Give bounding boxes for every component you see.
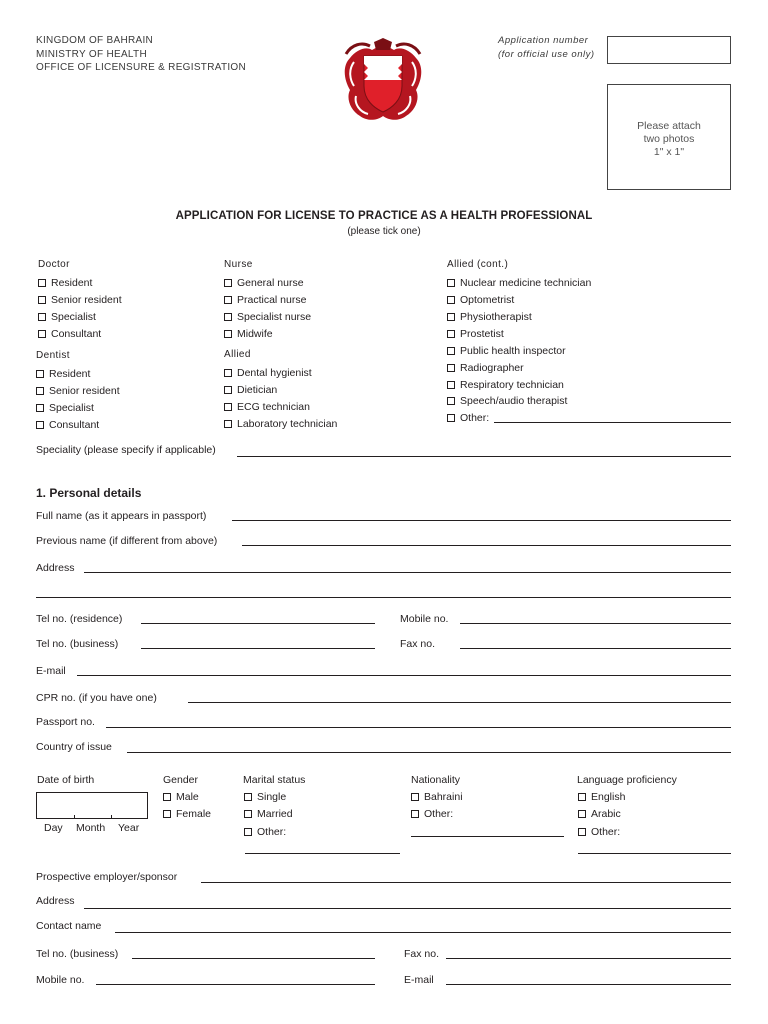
employer-fax-field[interactable] <box>446 958 731 959</box>
option-dentist-resident[interactable] <box>36 367 90 380</box>
option-label: Female <box>176 807 212 820</box>
option-allied-other[interactable] <box>447 411 489 424</box>
option-label: Arabic <box>591 807 621 820</box>
option-dentist-senior-resident[interactable] <box>36 384 120 397</box>
country-of-issue-label: Country of issue <box>36 741 112 753</box>
option-allied-optometrist[interactable] <box>447 293 514 306</box>
language-other[interactable] <box>578 825 620 838</box>
option-allied-laboratory-technician[interactable] <box>224 417 337 430</box>
option-allied-physiotherapist[interactable] <box>447 310 532 323</box>
checkbox[interactable] <box>578 828 586 836</box>
option-label: Resident <box>51 276 93 289</box>
checkbox[interactable] <box>38 279 46 287</box>
option-label: Practical nurse <box>237 293 307 306</box>
checkbox[interactable] <box>578 793 586 801</box>
checkbox[interactable] <box>38 296 46 304</box>
option-label: Senior resident <box>51 293 122 306</box>
checkbox[interactable] <box>244 828 252 836</box>
option-label: Physiotherapist <box>460 310 532 323</box>
option-doctor-senior-resident[interactable] <box>38 293 122 306</box>
employer-mobile-label: Mobile no. <box>36 974 85 986</box>
checkbox[interactable] <box>163 810 171 818</box>
option-label: Prostetist <box>460 327 504 340</box>
option-allied-dietician[interactable] <box>224 383 277 396</box>
dob-day-label: Day <box>44 822 63 834</box>
option-allied-prostetist[interactable] <box>447 327 504 340</box>
category-heading-allied-cont: Allied (cont.) <box>447 259 509 270</box>
fax-label: Fax no. <box>400 638 436 650</box>
employer-address-field[interactable] <box>84 908 731 909</box>
checkbox[interactable] <box>224 420 232 428</box>
option-label: Laboratory technician <box>237 417 338 430</box>
option-label: Nuclear medicine technician <box>460 276 592 289</box>
photo-instruction-2: two photos <box>643 133 695 145</box>
option-label: Married <box>257 807 293 820</box>
language-arabic[interactable] <box>578 807 621 820</box>
checkbox[interactable] <box>447 313 455 321</box>
checkbox[interactable] <box>224 369 232 377</box>
option-label: Specialist <box>51 310 96 323</box>
option-label: General nurse <box>237 276 304 289</box>
address-field-2[interactable] <box>36 597 731 598</box>
option-label: Respiratory technician <box>460 378 564 391</box>
employer-email-label: E-mail <box>404 974 434 986</box>
passport-field[interactable] <box>106 727 731 728</box>
full-name-label: Full name (as it appears in passport) <box>36 510 207 522</box>
option-dentist-specialist[interactable] <box>36 401 94 414</box>
cpr-label: CPR no. (if you have one) <box>36 692 157 704</box>
language-english[interactable] <box>578 790 625 803</box>
application-number-field[interactable] <box>607 36 731 64</box>
checkbox[interactable] <box>447 347 455 355</box>
option-label: Other: <box>257 825 287 838</box>
checkbox[interactable] <box>224 330 232 338</box>
speciality-field[interactable] <box>237 456 731 457</box>
option-label: Single <box>257 790 287 803</box>
marital-status-label: Marital status <box>243 774 306 786</box>
email-field[interactable] <box>77 675 731 676</box>
language-other-field[interactable] <box>578 853 731 854</box>
checkbox[interactable] <box>38 313 46 321</box>
checkbox[interactable] <box>36 370 44 378</box>
tel-business-field[interactable] <box>141 648 375 649</box>
option-label: ECG technician <box>237 400 310 413</box>
employer-address-label: Address <box>36 895 75 907</box>
option-label: Other: <box>424 807 454 820</box>
address-field-1[interactable] <box>84 572 731 573</box>
address-label: Address <box>36 562 75 574</box>
checkbox[interactable] <box>447 330 455 338</box>
speciality-label: Speciality (please specify if applicable) <box>36 444 216 456</box>
option-label: Radiographer <box>460 361 524 374</box>
employer-tel-business-label: Tel no. (business) <box>36 948 119 960</box>
option-doctor-specialist[interactable] <box>38 310 96 323</box>
section-title-personal-details: 1. Personal details <box>36 486 142 500</box>
dob-year-label: Year <box>118 822 140 834</box>
form-title: APPLICATION FOR LICENSE TO PRACTICE AS A HEALTH PROFESSIONAL <box>175 210 593 222</box>
employer-email-field[interactable] <box>446 984 731 985</box>
option-label: Consultant <box>51 327 102 340</box>
application-number-note: (for official use only) <box>498 49 595 60</box>
dob-divider <box>111 815 112 819</box>
option-allied-nuclear-medicine[interactable] <box>447 276 591 289</box>
org-line-office: OFFICE OF LICENSURE & REGISTRATION <box>36 62 247 73</box>
checkbox[interactable] <box>411 810 419 818</box>
allied-other-field[interactable] <box>494 422 731 423</box>
marital-married[interactable] <box>244 807 293 820</box>
option-allied-radiographer[interactable] <box>447 361 524 374</box>
dob-label: Date of birth <box>37 774 95 786</box>
option-nurse-general[interactable] <box>224 276 304 289</box>
bahrain-emblem-icon <box>340 36 426 124</box>
option-label: Other: <box>591 825 621 838</box>
option-label: English <box>591 790 626 803</box>
option-label: Dietician <box>237 383 278 396</box>
marital-other-field[interactable] <box>245 853 400 854</box>
employer-mobile-field[interactable] <box>96 984 375 985</box>
checkbox[interactable] <box>36 421 44 429</box>
mobile-field[interactable] <box>460 623 731 624</box>
photo-instruction-3: 1" x 1" <box>653 146 685 158</box>
photo-instruction-1: Please attach <box>637 120 701 132</box>
dob-field[interactable] <box>36 792 148 819</box>
employer-tel-business-field[interactable] <box>132 958 375 959</box>
nationality-bahraini[interactable] <box>411 790 463 803</box>
option-label: Specialist <box>49 401 94 414</box>
language-label: Language proficiency <box>577 774 677 786</box>
contact-name-label: Contact name <box>36 920 102 932</box>
checkbox[interactable] <box>447 381 455 389</box>
option-label: Specialist nurse <box>237 310 312 323</box>
category-heading-nurse: Nurse <box>224 259 253 270</box>
employer-sponsor-field[interactable] <box>201 882 731 883</box>
option-allied-ecg-technician[interactable] <box>224 400 310 413</box>
cpr-field[interactable] <box>188 702 731 703</box>
checkbox[interactable] <box>36 387 44 395</box>
checkbox[interactable] <box>224 313 232 321</box>
checkbox[interactable] <box>224 279 232 287</box>
mobile-label: Mobile no. <box>400 613 449 625</box>
option-doctor-consultant[interactable] <box>38 327 101 340</box>
option-doctor-resident[interactable] <box>38 276 92 289</box>
option-label: Optometrist <box>460 293 515 306</box>
option-label: Other: <box>460 411 490 424</box>
tel-residence-field[interactable] <box>141 623 375 624</box>
option-label: Senior resident <box>49 384 120 397</box>
marital-other[interactable] <box>244 825 286 838</box>
checkbox[interactable] <box>38 330 46 338</box>
checkbox[interactable] <box>244 793 252 801</box>
option-label: Male <box>176 790 199 803</box>
option-allied-dental-hygienist[interactable] <box>224 366 312 379</box>
org-line-ministry: MINISTRY OF HEALTH <box>36 49 147 60</box>
checkbox[interactable] <box>447 414 455 422</box>
option-allied-public-health-inspector[interactable] <box>447 344 566 357</box>
option-allied-speech-audio-therapist[interactable] <box>447 394 567 407</box>
contact-name-field[interactable] <box>115 932 731 933</box>
employer-sponsor-label: Prospective employer/sponsor <box>36 871 178 883</box>
country-of-issue-field[interactable] <box>127 752 731 753</box>
option-label: Bahraini <box>424 790 463 803</box>
option-nurse-specialist[interactable] <box>224 310 311 323</box>
tel-residence-label: Tel no. (residence) <box>36 613 123 625</box>
option-label: Dental hygienist <box>237 366 312 379</box>
employer-fax-label: Fax no. <box>404 948 440 960</box>
checkbox[interactable] <box>447 279 455 287</box>
email-label: E-mail <box>36 665 66 677</box>
photo-box <box>607 84 731 190</box>
checkbox[interactable] <box>36 404 44 412</box>
dob-divider <box>74 815 75 819</box>
option-label: Speech/audio therapist <box>460 394 568 407</box>
form-subtitle: (please tick one) <box>347 226 421 237</box>
option-nurse-midwife[interactable] <box>224 327 273 340</box>
previous-name-field[interactable] <box>242 545 731 546</box>
checkbox[interactable] <box>163 793 171 801</box>
gender-label: Gender <box>163 774 199 786</box>
dob-month-label: Month <box>76 822 106 834</box>
nationality-other[interactable] <box>411 807 453 820</box>
category-heading-doctor: Doctor <box>38 259 70 270</box>
checkbox[interactable] <box>447 397 455 405</box>
checkbox[interactable] <box>224 296 232 304</box>
option-label: Midwife <box>237 327 273 340</box>
fax-field[interactable] <box>460 648 731 649</box>
option-dentist-consultant[interactable] <box>36 418 99 431</box>
option-label: Resident <box>49 367 91 380</box>
marital-single[interactable] <box>244 790 286 803</box>
checkbox[interactable] <box>447 364 455 372</box>
checkbox[interactable] <box>224 386 232 394</box>
checkbox[interactable] <box>411 793 419 801</box>
checkbox[interactable] <box>224 403 232 411</box>
checkbox[interactable] <box>578 810 586 818</box>
category-heading-dentist: Dentist <box>36 350 70 361</box>
org-line-kingdom: KINGDOM OF BAHRAIN <box>36 35 154 46</box>
gender-male[interactable] <box>163 790 199 803</box>
previous-name-label: Previous name (if different from above) <box>36 535 218 547</box>
passport-label: Passport no. <box>36 716 95 728</box>
gender-female[interactable] <box>163 807 211 820</box>
option-label: Public health inspector <box>460 344 566 357</box>
option-label: Consultant <box>49 418 100 431</box>
nationality-other-field[interactable] <box>411 836 564 837</box>
option-nurse-practical[interactable] <box>224 293 306 306</box>
nationality-label: Nationality <box>411 774 461 786</box>
checkbox[interactable] <box>244 810 252 818</box>
application-number-label: Application number <box>498 35 589 46</box>
tel-business-label: Tel no. (business) <box>36 638 119 650</box>
option-allied-respiratory-technician[interactable] <box>447 378 564 391</box>
category-heading-allied: Allied <box>224 349 251 360</box>
checkbox[interactable] <box>447 296 455 304</box>
full-name-field[interactable] <box>232 520 731 521</box>
